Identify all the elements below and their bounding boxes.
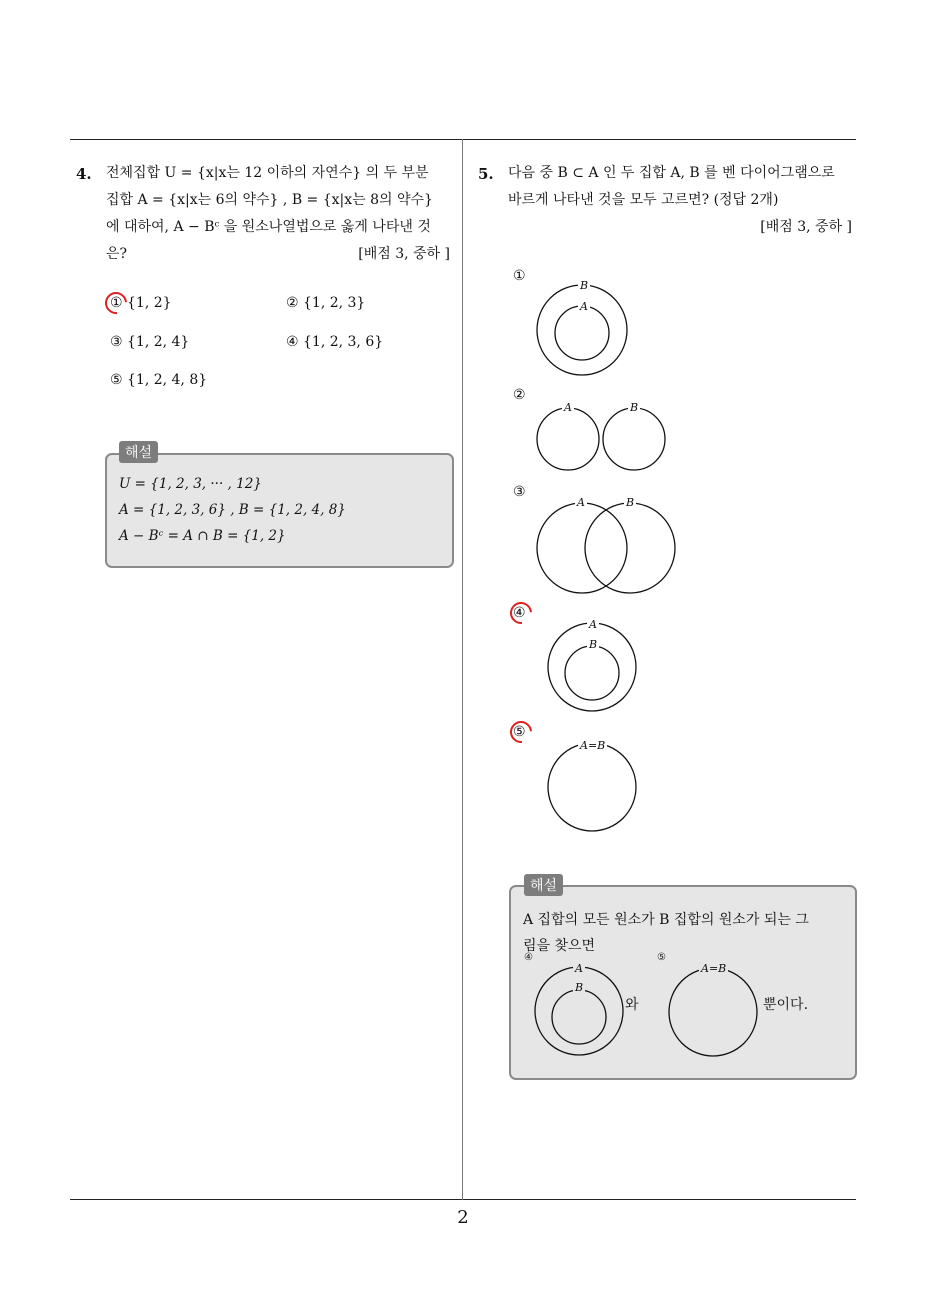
q4-line-3: 에 대하여, A − Bᶜ 을 원소나열법으로 옳게 나타낸 것	[106, 219, 431, 235]
venn-5-circle	[548, 743, 636, 831]
sol-venn-1-label-A: A	[575, 962, 583, 975]
q4-line-4: 은?	[106, 246, 128, 262]
column-divider	[462, 139, 463, 1200]
q5-solution-text	[523, 907, 848, 959]
page-number: 2	[457, 1207, 469, 1228]
q5-solution-line-1: A 집합의 모든 원소가 B 집합의 원소가 되는 그	[523, 912, 809, 928]
q4-choice-3[interactable]: ③ {1, 2, 4}	[110, 334, 190, 350]
sol-venn-2-circle	[669, 968, 757, 1056]
venn-2-label-A: A	[564, 401, 572, 414]
q4-solution-line-2: A = {1, 2, 3, 6} , B = {1, 2, 4, 8}	[119, 502, 346, 518]
q4-solution-box	[105, 453, 454, 568]
bottom-rule	[70, 1199, 856, 1200]
q5-line-2: 바르게 나타낸 것을 모두 고르면? (정답 2개)	[508, 192, 779, 208]
sol-venn-1-label-B: B	[575, 981, 584, 994]
q5-points: [배점 3, 중하 ]	[760, 219, 852, 235]
venn-4-label-B: B	[589, 638, 598, 651]
q5-solution-box	[509, 885, 857, 1080]
q4-solution-tag: 해설	[119, 441, 158, 463]
q5-number: 5.	[478, 165, 494, 183]
venn-2-label-B: B	[630, 401, 639, 414]
q5-option-2[interactable]: ②	[513, 387, 526, 403]
q5-solution-line-2: 림을 찾으면	[523, 938, 596, 954]
q4-choice-1[interactable]: ① {1, 2}	[110, 295, 172, 311]
q5-solution-option-5: ⑤	[657, 952, 666, 963]
sol-venn-1-inner-circle	[552, 990, 606, 1044]
sol-venn-2-label-AB: A=B	[701, 962, 727, 975]
q5-option-1[interactable]: ①	[513, 268, 526, 284]
venn-4-outer-circle	[548, 623, 636, 711]
q4-line-2: 집합 A = {x|x는 6의 약수} , B = {x|x는 8의 약수}	[106, 192, 433, 208]
q5-solution-diagram-1	[531, 961, 631, 1061]
top-rule	[70, 139, 856, 140]
q5-option-4[interactable]: ④	[513, 605, 526, 621]
venn-2-circle-B	[603, 408, 665, 470]
venn-1-inner-circle	[555, 306, 609, 360]
venn-diagram-2	[530, 400, 675, 475]
q5-stem	[508, 160, 858, 241]
q4-solution-line-1: U = {1, 2, 3, ··· , 12}	[119, 476, 262, 492]
venn-3-label-B: B	[626, 496, 635, 509]
q5-option-3[interactable]: ③	[513, 484, 526, 500]
q5-solution-option-4: ④	[524, 952, 533, 963]
q5-solution-tag: 해설	[524, 874, 563, 896]
q4-choice-4[interactable]: ④ {1, 2, 3, 6}	[286, 334, 384, 350]
venn-3-circle-A	[537, 503, 627, 593]
q4-number: 4.	[76, 165, 92, 183]
q4-solution-text	[119, 471, 346, 549]
venn-1-label-B: B	[580, 279, 589, 292]
q5-line-1: 다음 중 B ⊂ A 인 두 집합 A, B 를 벤 다이어그램으로	[508, 165, 835, 181]
q5-answer-mark-5	[506, 717, 537, 748]
q4-solution-line-3: A − Bᶜ = A ∩ B = {1, 2}	[119, 528, 286, 544]
q4-choice-2[interactable]: ② {1, 2, 3}	[286, 295, 366, 311]
venn-5-label-AB: A=B	[580, 739, 606, 752]
venn-diagram-3	[530, 496, 685, 596]
q5-solution-and: 와	[625, 997, 639, 1013]
q4-stem	[106, 160, 456, 268]
q4-points: [배점 3, 중하 ]	[358, 246, 450, 262]
venn-1-outer-circle	[537, 285, 627, 375]
q4-choice-5[interactable]: ⑤ {1, 2, 4, 8}	[110, 372, 208, 388]
q5-option-5[interactable]: ⑤	[513, 724, 526, 740]
venn-diagram-5	[542, 740, 647, 836]
venn-2-circle-A	[537, 408, 599, 470]
venn-diagram-4	[542, 618, 647, 718]
venn-3-label-A: A	[577, 496, 585, 509]
q4-line-1: 전체집합 U = {x|x는 12 이하의 자연수} 의 두 부분	[106, 165, 429, 181]
venn-4-label-A: A	[589, 618, 597, 631]
venn-1-label-A: A	[580, 300, 588, 313]
q5-solution-diagram-2	[665, 962, 765, 1062]
venn-4-inner-circle	[565, 646, 619, 700]
q5-solution-end: 뿐이다.	[763, 997, 809, 1013]
venn-3-circle-B	[585, 503, 675, 593]
venn-diagram-1	[530, 278, 640, 382]
q5-answer-mark-4	[506, 598, 537, 629]
